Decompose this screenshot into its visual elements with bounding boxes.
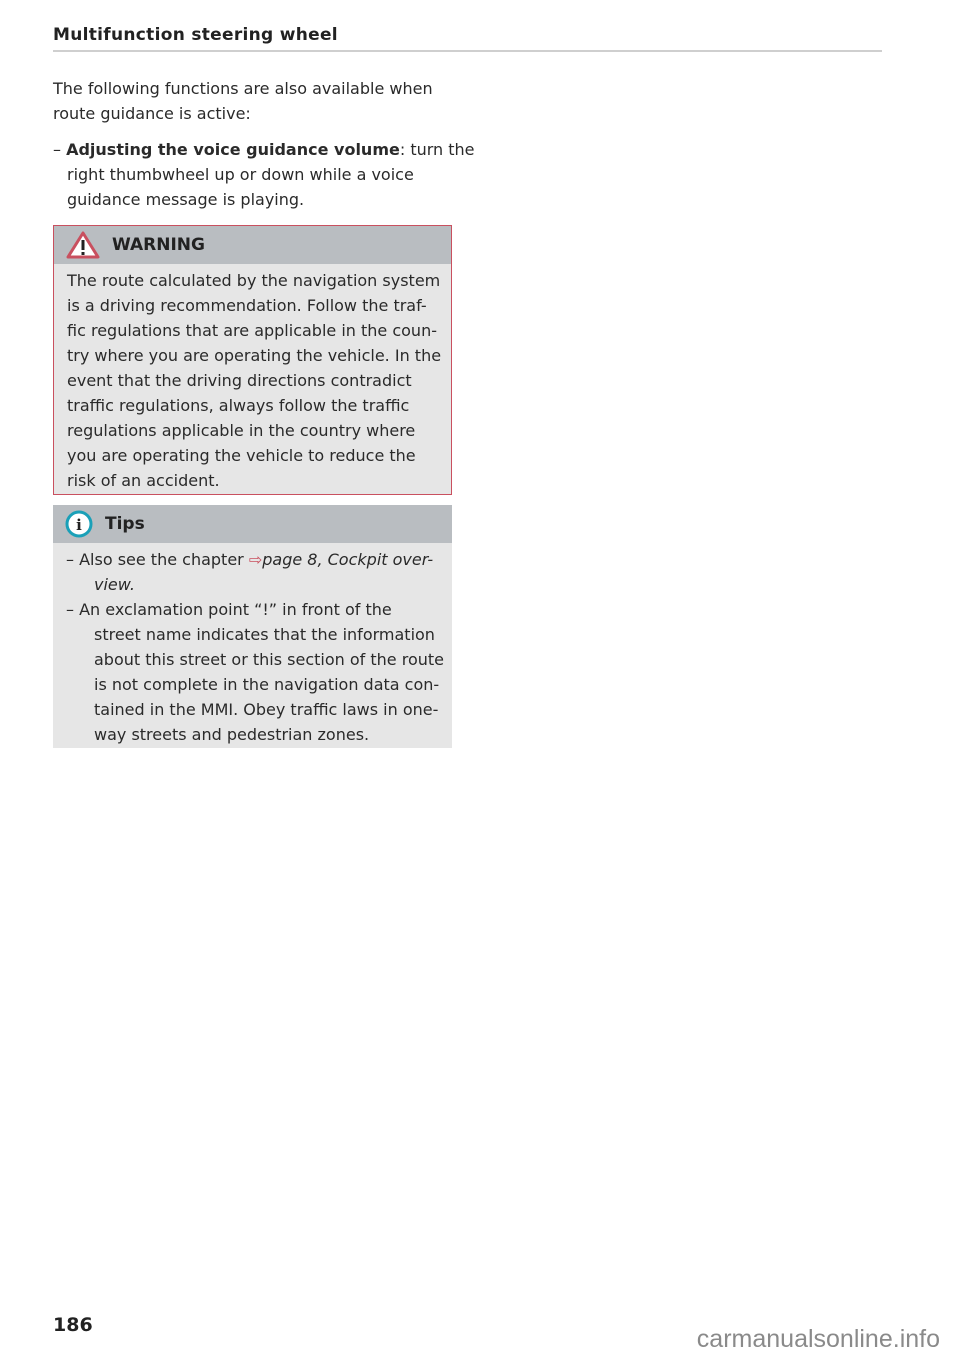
text-line: street name indicates that the information (94, 625, 435, 644)
warning-title: WARNING (112, 235, 205, 255)
info-circle-icon (65, 510, 93, 538)
header-divider (53, 50, 882, 52)
text-line: is a driving recommendation. Follow the traf- (67, 296, 427, 315)
tip-text: – Also see the chapter (66, 550, 249, 569)
text-line: regulations applicable in the country where (67, 421, 416, 440)
dash: – (53, 140, 61, 159)
svg-text:i: i (76, 516, 82, 534)
text-line: you are operating the vehicle to reduce the (67, 446, 416, 465)
warning-text (54, 264, 451, 493)
text-line (66, 547, 452, 572)
text-line: The following functions are also available when (53, 79, 433, 98)
text-line: route guidance is active: (53, 104, 251, 123)
text-line: traffic regulations, always follow the traffic (67, 396, 410, 415)
text-line (66, 572, 452, 597)
text-line (53, 137, 475, 162)
text-line: try where you are operating the vehicle. In the (67, 346, 442, 365)
bullet-item (53, 137, 475, 212)
warning-header (54, 226, 451, 264)
text-line: about this street or this section of the route (94, 650, 444, 669)
tips-header (53, 505, 452, 543)
text-line: – An exclamation point “!” in front of the (66, 600, 392, 619)
section-title: Multifunction steering wheel (53, 25, 338, 45)
text-line: event that the driving directions contradict (67, 371, 412, 390)
bullet-bold: Adjusting the voice guidance volume (66, 140, 400, 159)
bullet-rest: : turn the (399, 140, 475, 159)
watermark: carmanualsonline.info (696, 1325, 940, 1353)
text-line: guidance message is playing. (67, 190, 305, 209)
page-reference-link[interactable]: page 8, Cockpit over- (262, 550, 434, 569)
page-reference-link[interactable]: view. (94, 575, 135, 594)
intro-paragraph (53, 76, 453, 126)
text-line: is not complete in the navigation data con- (94, 675, 440, 694)
warning-box (53, 225, 452, 495)
warning-triangle-icon (66, 231, 100, 259)
text-line: tained in the MMI. Obey traffic laws in one- (94, 700, 439, 719)
text-line: The route calculated by the navigation system (67, 271, 441, 290)
text-line: way streets and pedestrian zones. (94, 725, 370, 744)
text-line: right thumbwheel up or down while a voice (67, 165, 414, 184)
text-line: risk of an accident. (67, 471, 220, 490)
tips-title: Tips (105, 514, 145, 534)
arrow-icon: ⇨ (248, 550, 263, 569)
page-number: 186 (53, 1314, 93, 1336)
tips-box (53, 505, 452, 748)
tips-text (53, 543, 452, 747)
text-line: fic regulations that are applicable in the coun- (67, 321, 437, 340)
